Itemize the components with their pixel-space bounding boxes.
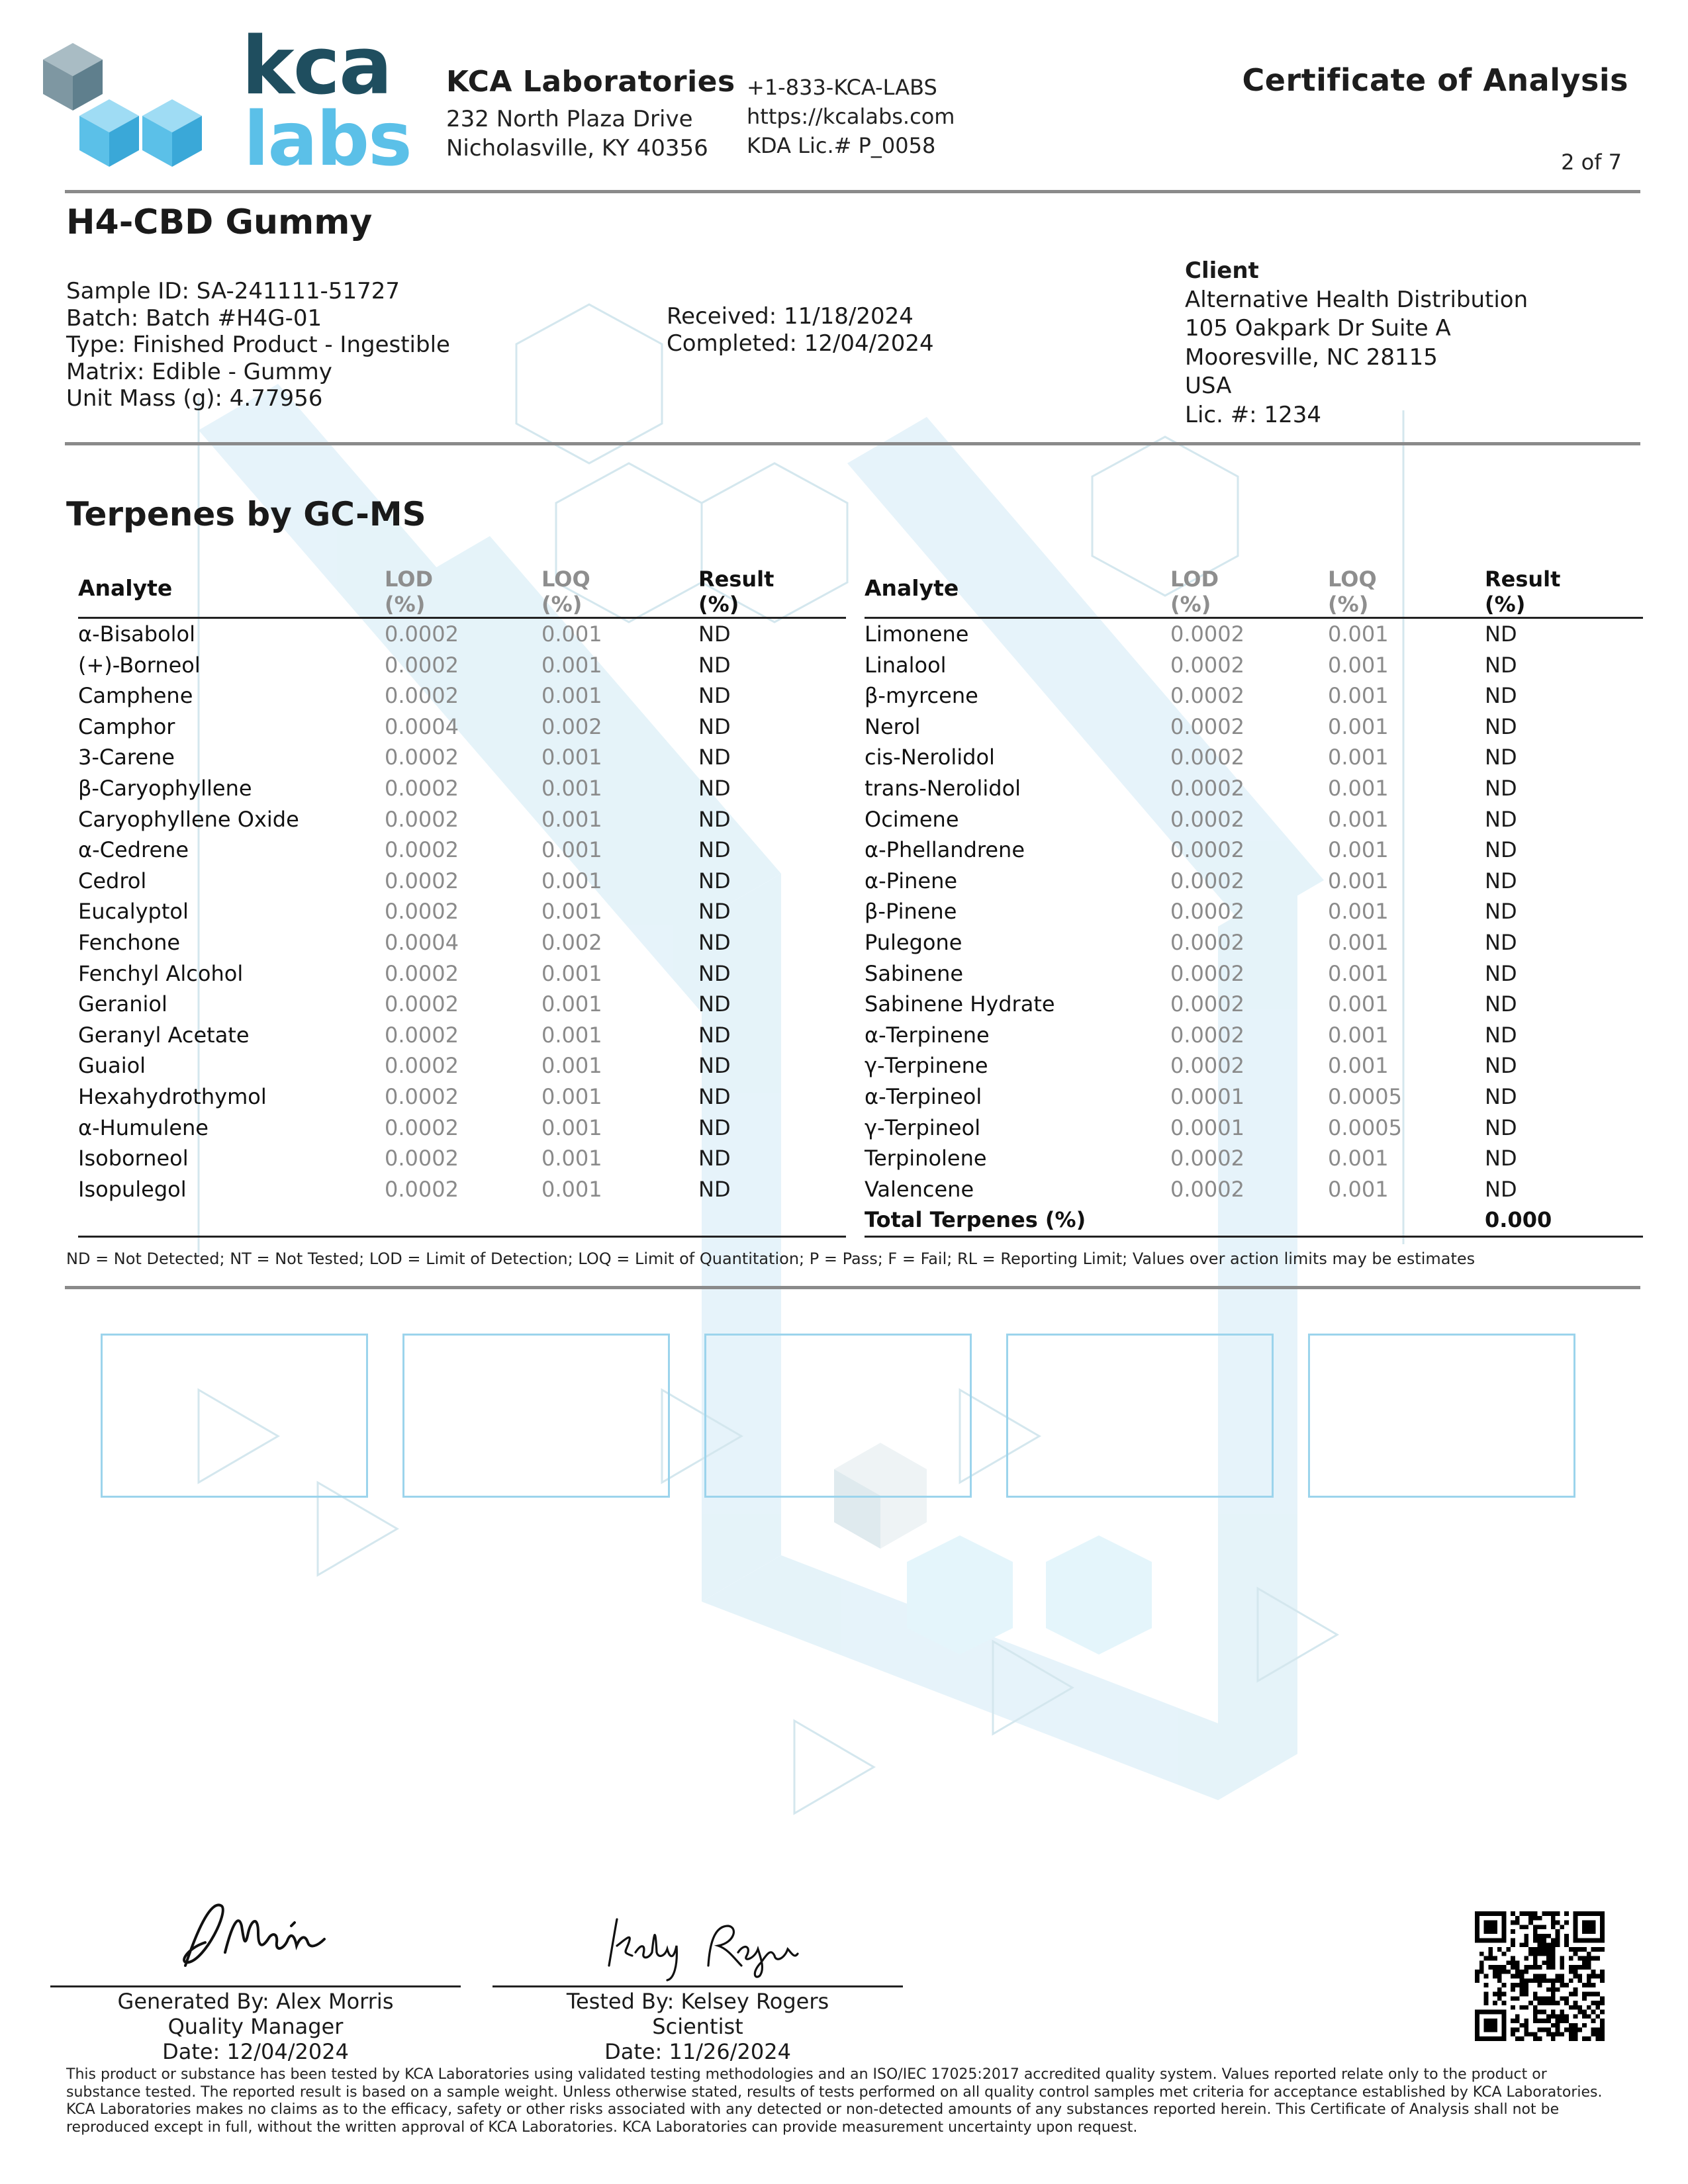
lab-address-line2: Nicholasville, KY 40356 xyxy=(446,135,708,161)
cell-result: ND xyxy=(1485,775,1517,801)
table-row xyxy=(865,1113,1643,1144)
cell-result: ND xyxy=(698,960,731,986)
cell-loq: 0.001 xyxy=(1328,991,1389,1017)
cell-analyte: Hexahydrothymol xyxy=(78,1083,267,1109)
signature-line-generated xyxy=(50,1985,461,1987)
cell-lod: 0.0002 xyxy=(1170,868,1244,893)
cell-analyte: Valencene xyxy=(865,1176,974,1202)
cell-analyte: Isopulegol xyxy=(78,1176,187,1202)
cell-lod: 0.0002 xyxy=(1170,1146,1244,1171)
total-empty-cell xyxy=(698,1205,846,1236)
cell-loq: 0.001 xyxy=(1328,621,1389,647)
cell-analyte: Ocimene xyxy=(865,806,959,832)
tested-by-title: Scientist xyxy=(652,2014,743,2039)
cell-lod: 0.0002 xyxy=(385,991,459,1017)
cell-analyte: α-Terpinene xyxy=(865,1022,990,1048)
cell-analyte: (+)-Borneol xyxy=(78,652,201,678)
cell-lod: 0.0002 xyxy=(385,775,459,801)
cell-loq: 0.001 xyxy=(541,899,602,925)
logo-text-kca: kca xyxy=(242,21,391,113)
cell-result: ND xyxy=(698,868,731,893)
cell-analyte: Fenchone xyxy=(78,929,181,955)
cell-analyte: Geraniol xyxy=(78,991,167,1017)
cell-loq: 0.001 xyxy=(541,1146,602,1171)
cell-lod: 0.0002 xyxy=(1170,1053,1244,1079)
cell-result: ND xyxy=(1485,713,1517,739)
cell-analyte: α-Pinene xyxy=(865,868,958,893)
col-analyte: Analyte xyxy=(78,560,385,618)
total-empty-cell xyxy=(385,1205,541,1236)
cell-lod: 0.0002 xyxy=(1170,1176,1244,1202)
page-number: 2 of 7 xyxy=(1561,150,1622,175)
cell-lod: 0.0002 xyxy=(385,1053,459,1079)
col-analyte: Analyte xyxy=(865,560,1170,618)
table-row xyxy=(865,1050,1643,1081)
col-loq-unit: (%) xyxy=(541,592,583,617)
cell-lod: 0.0002 xyxy=(385,960,459,986)
cell-result: ND xyxy=(698,745,731,770)
cell-result: ND xyxy=(698,683,731,709)
cell-loq: 0.001 xyxy=(541,745,602,770)
cell-loq: 0.001 xyxy=(1328,745,1389,770)
sample-divider xyxy=(65,442,1640,445)
cell-lod: 0.0001 xyxy=(1170,1115,1244,1140)
table-row xyxy=(78,742,846,773)
signature-line-tested xyxy=(492,1985,903,1987)
lab-website[interactable]: https://kcalabs.com xyxy=(747,104,955,129)
cell-result: ND xyxy=(1485,899,1517,925)
table-row xyxy=(865,989,1643,1020)
table-header-row xyxy=(78,560,846,618)
table-row xyxy=(865,1081,1643,1113)
cell-loq: 0.001 xyxy=(1328,868,1389,893)
table-row xyxy=(865,711,1643,743)
cell-lod: 0.0002 xyxy=(385,868,459,893)
cell-lod: 0.0002 xyxy=(385,683,459,709)
cell-loq: 0.001 xyxy=(541,960,602,986)
cell-analyte: 3-Carene xyxy=(78,745,175,770)
table-row xyxy=(78,958,846,989)
empty-box xyxy=(101,1334,368,1498)
table-row xyxy=(865,1020,1643,1051)
total-empty-cell xyxy=(78,1205,385,1236)
cell-loq: 0.001 xyxy=(541,652,602,678)
cell-analyte: Limonene xyxy=(865,621,969,647)
col-result-unit: (%) xyxy=(698,592,739,617)
cell-result: ND xyxy=(698,1083,731,1109)
total-empty-cell xyxy=(1328,1205,1485,1236)
cell-result: ND xyxy=(698,621,731,647)
table-row xyxy=(865,835,1643,866)
table-row xyxy=(78,927,846,958)
cell-result: ND xyxy=(1485,806,1517,832)
abbreviation-legend: ND = Not Detected; NT = Not Tested; LOD = Limit of Detection; LOQ = Limit of Quantitation; P = Pass; F = Fail; RL = Reporting Limit; Values over action limits may be estimates xyxy=(66,1250,1476,1268)
cell-lod: 0.0002 xyxy=(1170,991,1244,1017)
cell-lod: 0.0002 xyxy=(1170,621,1244,647)
cell-lod: 0.0002 xyxy=(385,837,459,863)
client-info xyxy=(1185,257,1528,430)
table-row xyxy=(78,804,846,835)
cell-loq: 0.001 xyxy=(1328,652,1389,678)
total-label: Total Terpenes (%) xyxy=(865,1205,1170,1236)
table-row xyxy=(78,711,846,743)
cell-loq: 0.0005 xyxy=(1328,1115,1402,1140)
empty-box xyxy=(1308,1334,1575,1498)
total-value: 0.000 xyxy=(1485,1205,1643,1236)
table-row xyxy=(78,1081,846,1113)
cell-analyte: β-Caryophyllene xyxy=(78,775,252,801)
cell-lod: 0.0004 xyxy=(385,713,459,739)
table-row xyxy=(78,866,846,897)
client-heading: Client xyxy=(1185,257,1259,284)
cell-result: ND xyxy=(1485,683,1517,709)
total-empty-cell xyxy=(1170,1205,1328,1236)
cell-analyte: Geranyl Acetate xyxy=(78,1022,250,1048)
cell-result: ND xyxy=(698,991,731,1017)
cell-lod: 0.0002 xyxy=(1170,775,1244,801)
table-row xyxy=(78,680,846,711)
table-row xyxy=(865,618,1643,650)
cell-lod: 0.0002 xyxy=(1170,837,1244,863)
cell-lod: 0.0004 xyxy=(385,929,459,955)
generated-by-date: Date: 12/04/2024 xyxy=(162,2039,349,2064)
cell-result: ND xyxy=(698,1022,731,1048)
tested-by-name: Tested By: Kelsey Rogers xyxy=(566,1989,829,2014)
cell-loq: 0.001 xyxy=(1328,1022,1389,1048)
col-lod-label: LOD xyxy=(1170,567,1219,592)
cell-lod: 0.0002 xyxy=(385,652,459,678)
cell-loq: 0.001 xyxy=(1328,775,1389,801)
sample-info xyxy=(66,278,450,412)
cell-lod: 0.0002 xyxy=(1170,929,1244,955)
lab-address xyxy=(446,105,708,163)
sample-id: Sample ID: SA-241111-51727 xyxy=(66,278,400,304)
table-row xyxy=(78,989,846,1020)
cell-lod: 0.0002 xyxy=(385,621,459,647)
cell-analyte: β-myrcene xyxy=(865,683,978,709)
cell-analyte: Sabinene xyxy=(865,960,964,986)
cell-result: ND xyxy=(1485,1053,1517,1079)
col-result xyxy=(1485,560,1643,618)
generated-by-name: Generated By: Alex Morris xyxy=(117,1989,394,2014)
cell-lod: 0.0002 xyxy=(385,1115,459,1140)
cell-lod: 0.0001 xyxy=(1170,1083,1244,1109)
legend-divider xyxy=(65,1286,1640,1289)
cell-lod: 0.0002 xyxy=(385,806,459,832)
cell-result: ND xyxy=(698,899,731,925)
cell-lod: 0.0002 xyxy=(1170,713,1244,739)
kca-labs-logo xyxy=(40,21,411,183)
cell-analyte: Linalool xyxy=(865,652,947,678)
product-name: H4-CBD Gummy xyxy=(66,203,373,242)
section-title: Terpenes by GC-MS xyxy=(66,495,426,533)
tested-by-date: Date: 11/26/2024 xyxy=(604,2039,791,2064)
generated-by-block xyxy=(50,1989,461,2064)
cell-loq: 0.001 xyxy=(541,837,602,863)
cell-analyte: α-Terpineol xyxy=(865,1083,982,1109)
cell-loq: 0.002 xyxy=(541,713,602,739)
cell-lod: 0.0002 xyxy=(1170,899,1244,925)
cell-result: ND xyxy=(698,929,731,955)
cell-result: ND xyxy=(1485,621,1517,647)
sample-type: Type: Finished Product - Ingestible xyxy=(66,332,450,358)
cell-analyte: γ-Terpineol xyxy=(865,1115,981,1140)
sample-batch: Batch: Batch #H4G-01 xyxy=(66,304,322,332)
cell-analyte: Nerol xyxy=(865,713,921,739)
cell-loq: 0.001 xyxy=(541,621,602,647)
cell-analyte: cis-Nerolidol xyxy=(865,745,995,770)
col-lod xyxy=(1170,560,1328,618)
cell-analyte: Isoborneol xyxy=(78,1146,189,1171)
table-row xyxy=(865,1174,1643,1205)
cell-result: ND xyxy=(698,652,731,678)
cell-analyte: Sabinene Hydrate xyxy=(865,991,1055,1017)
cell-analyte: α-Humulene xyxy=(78,1115,209,1140)
disclaimer-text: This product or substance has been tested by KCA Laboratories using validated testing methodologies and an ISO/IEC 17025:2017 accredited quality system. Values reported relate only to the product or substance tested. The reported result is based on a sample weight. Unless otherwise stated, results of tests performed on all quality control samples met criteria for acceptance established by KCA Laboratories. KCA Laboratories makes no claims as to the efficacy, safety or other risks associated with any detected or non-detected amounts of any substances reported herein. This Certificate of Analysis shall not be reproduced except in full, without the written approval of KCA Laboratories. KCA Laboratories can provide measurement uncertainty upon request. xyxy=(66,2066,1603,2136)
cell-result: ND xyxy=(1485,1022,1517,1048)
cell-loq: 0.001 xyxy=(541,868,602,893)
cell-analyte: Pulegone xyxy=(865,929,962,955)
total-row xyxy=(865,1205,1643,1236)
empty-box xyxy=(704,1334,972,1498)
cell-result: ND xyxy=(698,713,731,739)
cell-loq: 0.001 xyxy=(1328,960,1389,986)
cell-analyte: Eucalyptol xyxy=(78,899,189,925)
col-loq-label: LOQ xyxy=(541,567,590,592)
table-row xyxy=(865,958,1643,989)
cell-loq: 0.001 xyxy=(541,1053,602,1079)
table-row xyxy=(78,835,846,866)
client-country: USA xyxy=(1185,373,1232,399)
cell-analyte: α-Bisabolol xyxy=(78,621,196,647)
empty-box xyxy=(402,1334,670,1498)
tested-by-block xyxy=(492,1989,903,2064)
received-date: Received: 11/18/2024 xyxy=(667,303,914,330)
cell-lod: 0.0002 xyxy=(1170,745,1244,770)
cell-loq: 0.001 xyxy=(1328,713,1389,739)
table-row xyxy=(78,1113,846,1144)
lab-address-line1: 232 North Plaza Drive xyxy=(446,106,693,132)
table-row xyxy=(865,742,1643,773)
cell-lod: 0.0002 xyxy=(385,1146,459,1171)
cell-result: ND xyxy=(1485,1083,1517,1109)
cell-loq: 0.001 xyxy=(541,1022,602,1048)
table-row xyxy=(78,773,846,804)
cell-lod: 0.0002 xyxy=(1170,960,1244,986)
table-row xyxy=(865,1143,1643,1174)
cell-loq: 0.001 xyxy=(541,1176,602,1202)
total-row-spacer xyxy=(78,1205,846,1236)
col-lod-label: LOD xyxy=(385,567,434,592)
generated-by-title: Quality Manager xyxy=(167,2014,344,2039)
terpenes-table-right xyxy=(865,560,1643,1238)
signature-alex-morris xyxy=(159,1886,344,1979)
col-lod-unit: (%) xyxy=(385,592,426,617)
cell-loq: 0.001 xyxy=(1328,806,1389,832)
col-result-unit: (%) xyxy=(1485,592,1526,617)
table-row xyxy=(78,896,846,927)
table-row xyxy=(865,680,1643,711)
client-name: Alternative Health Distribution xyxy=(1185,286,1528,313)
sample-dates xyxy=(667,303,934,357)
cell-result: ND xyxy=(698,837,731,863)
cell-lod: 0.0002 xyxy=(1170,652,1244,678)
table-row xyxy=(78,650,846,681)
cell-analyte: β-Pinene xyxy=(865,899,957,925)
qr-code-icon[interactable] xyxy=(1475,1911,1605,2041)
col-lod-unit: (%) xyxy=(1170,592,1211,617)
cell-analyte: Fenchyl Alcohol xyxy=(78,960,244,986)
client-license: Lic. #: 1234 xyxy=(1185,401,1321,428)
col-result xyxy=(698,560,846,618)
cell-result: ND xyxy=(1485,652,1517,678)
cell-result: ND xyxy=(1485,1146,1517,1171)
cell-lod: 0.0002 xyxy=(1170,683,1244,709)
cell-loq: 0.0005 xyxy=(1328,1083,1402,1109)
col-loq-unit: (%) xyxy=(1328,592,1369,617)
completed-date: Completed: 12/04/2024 xyxy=(667,330,934,357)
cell-lod: 0.0002 xyxy=(385,899,459,925)
cell-lod: 0.0002 xyxy=(385,1176,459,1202)
cell-result: ND xyxy=(1485,960,1517,986)
cell-loq: 0.001 xyxy=(541,1083,602,1109)
cell-lod: 0.0002 xyxy=(385,1022,459,1048)
table-row xyxy=(865,650,1643,681)
table-header-row xyxy=(865,560,1643,618)
cell-result: ND xyxy=(1485,837,1517,863)
cell-loq: 0.001 xyxy=(1328,1053,1389,1079)
cell-loq: 0.001 xyxy=(541,1115,602,1140)
cell-result: ND xyxy=(698,1115,731,1140)
cell-result: ND xyxy=(1485,745,1517,770)
table-row xyxy=(865,866,1643,897)
table-row xyxy=(865,896,1643,927)
cell-result: ND xyxy=(1485,1176,1517,1202)
cell-loq: 0.002 xyxy=(541,929,602,955)
col-loq xyxy=(1328,560,1485,618)
total-empty-cell xyxy=(541,1205,698,1236)
lab-name: KCA Laboratories xyxy=(446,65,735,99)
cell-loq: 0.001 xyxy=(1328,837,1389,863)
cell-loq: 0.001 xyxy=(541,991,602,1017)
table-row xyxy=(865,927,1643,958)
cell-result: ND xyxy=(698,1146,731,1171)
lab-phone: +1-833-KCA-LABS xyxy=(747,75,937,100)
cell-analyte: trans-Nerolidol xyxy=(865,775,1021,801)
cell-result: ND xyxy=(698,775,731,801)
client-street: 105 Oakpark Dr Suite A xyxy=(1185,315,1451,341)
table-row xyxy=(78,1050,846,1081)
col-lod xyxy=(385,560,541,618)
table-row xyxy=(865,804,1643,835)
client-city: Mooresville, NC 28115 xyxy=(1185,343,1438,371)
cell-loq: 0.001 xyxy=(541,806,602,832)
cell-result: ND xyxy=(1485,991,1517,1017)
cell-result: ND xyxy=(1485,868,1517,893)
col-loq xyxy=(541,560,698,618)
cell-analyte: γ-Terpinene xyxy=(865,1053,988,1079)
cell-analyte: Guaiol xyxy=(78,1053,146,1079)
cell-lod: 0.0002 xyxy=(1170,806,1244,832)
cell-loq: 0.001 xyxy=(1328,683,1389,709)
cell-loq: 0.001 xyxy=(1328,929,1389,955)
document-title: Certificate of Analysis xyxy=(1242,62,1628,98)
cell-analyte: α-Cedrene xyxy=(78,837,189,863)
cell-analyte: Cedrol xyxy=(78,868,147,893)
lab-license: KDA Lic.# P_0058 xyxy=(747,133,936,158)
cell-analyte: Terpinolene xyxy=(865,1146,987,1171)
table-row xyxy=(78,1174,846,1205)
cell-result: ND xyxy=(698,1053,731,1079)
signature-kelsey-rogers xyxy=(596,1906,808,1985)
lab-contact xyxy=(747,73,955,160)
cell-result: ND xyxy=(698,1176,731,1202)
cell-loq: 0.001 xyxy=(1328,1176,1389,1202)
col-result-label: Result xyxy=(1485,567,1561,592)
table-row xyxy=(78,1143,846,1174)
cell-result: ND xyxy=(698,806,731,832)
cell-analyte: Camphene xyxy=(78,683,193,709)
empty-box xyxy=(1006,1334,1274,1498)
cell-result: ND xyxy=(1485,1115,1517,1140)
cell-lod: 0.0002 xyxy=(385,745,459,770)
cell-analyte: Caryophyllene Oxide xyxy=(78,806,299,832)
col-result-label: Result xyxy=(698,567,774,592)
sample-unit-mass: Unit Mass (g): 4.77956 xyxy=(66,385,323,412)
table-row xyxy=(865,773,1643,804)
cell-loq: 0.001 xyxy=(541,775,602,801)
cell-result: ND xyxy=(1485,929,1517,955)
cell-lod: 0.0002 xyxy=(385,1083,459,1109)
cell-analyte: Camphor xyxy=(78,713,175,739)
table-row xyxy=(78,618,846,650)
cell-loq: 0.001 xyxy=(541,683,602,709)
cell-loq: 0.001 xyxy=(1328,899,1389,925)
cell-analyte: α-Phellandrene xyxy=(865,837,1025,863)
header-divider xyxy=(65,190,1640,193)
cell-loq: 0.001 xyxy=(1328,1146,1389,1171)
sample-matrix: Matrix: Edible - Gummy xyxy=(66,358,332,385)
terpenes-table-left xyxy=(78,560,846,1238)
table-row xyxy=(78,1020,846,1051)
col-loq-label: LOQ xyxy=(1328,567,1377,592)
logo-text-labs: labs xyxy=(244,97,411,183)
cell-lod: 0.0002 xyxy=(1170,1022,1244,1048)
